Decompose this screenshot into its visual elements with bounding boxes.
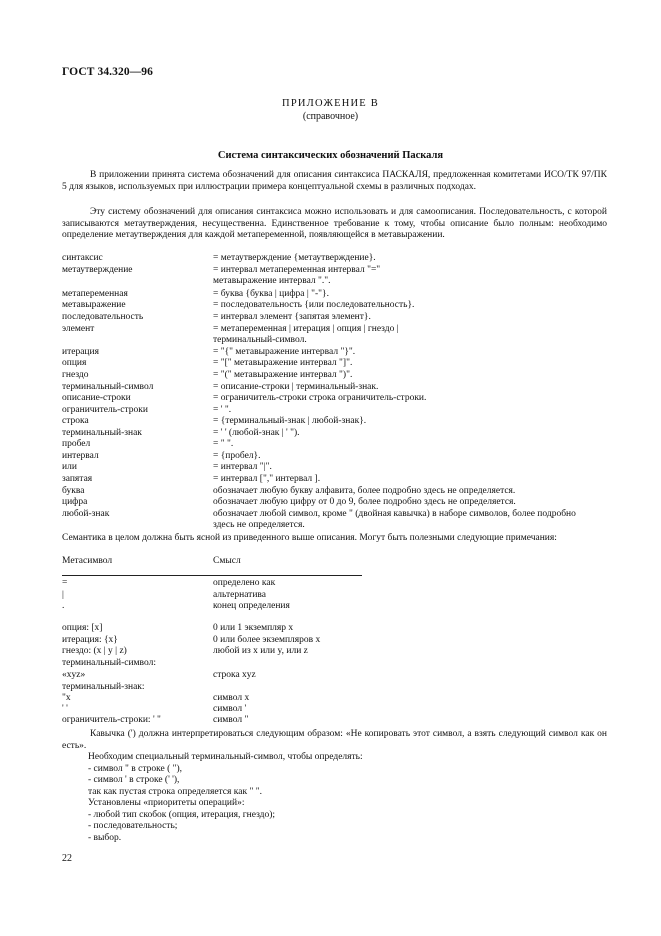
grammar-definition: = "(" метавыражение интервал ")". bbox=[213, 370, 353, 380]
meta-meaning: символ ' bbox=[213, 704, 247, 714]
meta-meaning: символ x bbox=[213, 693, 250, 703]
meta-meaning-header: Смысл bbox=[213, 556, 241, 566]
page-number: 22 bbox=[62, 853, 72, 864]
intro-paragraph: Эту систему обозначений для описания синтаксиса можно использовать и для самоописания. Последовательность, с которой записываются метаутверждения, несущественна. Единственное требование к тому, чтобы описание было полным: необходимо определение метаутверждения для каждой метапеременной, появляющейся в метавыражении. bbox=[62, 207, 607, 240]
grammar-term: последовательность bbox=[62, 312, 144, 322]
grammar-term: ограничитель-строки bbox=[62, 405, 148, 415]
grammar-definition: = буква {буква | цифра | "-"}. bbox=[213, 289, 329, 299]
grammar-term: любой-знак bbox=[62, 509, 110, 519]
grammar-definition: = ' ' (любой-знак | ' "). bbox=[213, 428, 300, 438]
grammar-term: метаутверждение bbox=[62, 265, 133, 275]
grammar-definition: = " ". bbox=[213, 439, 234, 449]
grammar-definition: = ' ". bbox=[213, 405, 232, 415]
meta-meaning: 0 или 1 экземпляр x bbox=[213, 623, 294, 633]
grammar-definition: = "{" метавыражение интервал "}". bbox=[213, 347, 356, 357]
grammar-term: буква bbox=[62, 486, 85, 496]
meta-symbol: итерация: {x} bbox=[62, 635, 118, 645]
grammar-term: метавыражение bbox=[62, 300, 126, 310]
grammar-definition: = {пробел}. bbox=[213, 451, 261, 461]
grammar-term: терминальный-знак bbox=[62, 428, 142, 438]
grammar-term: интервал bbox=[62, 451, 99, 461]
grammar-term: запятая bbox=[62, 474, 93, 484]
note-line: - символ " в строке ( "), bbox=[88, 764, 183, 774]
grammar-term: синтаксис bbox=[62, 253, 103, 263]
grammar-term: пробел bbox=[62, 439, 91, 449]
meta-symbol: = bbox=[62, 578, 68, 588]
grammar-term: итерация bbox=[62, 347, 99, 357]
meta-meaning: 0 или более экземпляров x bbox=[213, 635, 321, 645]
grammar-term: или bbox=[62, 462, 77, 472]
note-line: так как пустая строка определяется как " ". bbox=[88, 787, 262, 797]
meta-meaning: строка xyz bbox=[213, 670, 256, 680]
grammar-definition: = интервал ["," интервал ]. bbox=[213, 474, 321, 484]
grammar-definition: обозначает любую букву алфавита, более подробно здесь не определяется. bbox=[213, 486, 516, 496]
note-line: - любой тип скобок (опция, итерация, гнездо); bbox=[88, 810, 276, 820]
grammar-definition: = интервал метапеременная интервал "=" метавыражение интервал ".". bbox=[213, 265, 381, 286]
grammar-term: строка bbox=[62, 416, 89, 426]
grammar-term: гнездо bbox=[62, 370, 89, 380]
grammar-definition: = описание-строки | терминальный-знак. bbox=[213, 382, 379, 392]
grammar-definition: = "[" метавыражение интервал "]". bbox=[213, 358, 353, 368]
grammar-definition: = интервал "|". bbox=[213, 462, 272, 472]
meta-symbol: терминальный-знак: bbox=[62, 682, 145, 692]
grammar-definition: = метапеременная | итерация | опция | гнездо | терминальный-символ. bbox=[213, 324, 399, 345]
meta-symbol: опция: [x] bbox=[62, 623, 103, 633]
grammar-term: описание-строки bbox=[62, 393, 131, 403]
grammar-term: цифра bbox=[62, 497, 88, 507]
note-line: - символ ' в строке (' '), bbox=[88, 775, 180, 785]
meta-meaning: альтернатива bbox=[213, 590, 266, 600]
note-line: - последовательность; bbox=[88, 821, 178, 831]
table-divider bbox=[62, 575, 362, 576]
grammar-definition: = {терминальный-знак | любой-знак}. bbox=[213, 416, 367, 426]
document-code-header: ГОСТ 34.320—96 bbox=[62, 66, 153, 78]
intro-paragraph: В приложении принята система обозначений для описания синтаксиса ПАСКАЛЯ, предложенная комитетами ИСО/ТК 97/ПК 5 для языков, используемых при иллюстрации примера концептуальной схемы в различных подходах. bbox=[62, 170, 607, 192]
meta-symbol: ' ' bbox=[62, 704, 68, 714]
appendix-title: ПРИЛОЖЕНИЕ В bbox=[282, 98, 379, 109]
meta-meaning: определено как bbox=[213, 578, 276, 588]
grammar-term: терминальный-символ bbox=[62, 382, 154, 392]
note-line: Установлены «приоритеты операций»: bbox=[88, 798, 245, 808]
meta-symbol: ограничитель-строки: ' " bbox=[62, 715, 161, 725]
grammar-definition: обозначает любой символ, кроме " (двойная кавычка) в наборе символов, более подробно здесь не определяется. bbox=[213, 509, 576, 530]
meta-symbol: . bbox=[62, 601, 65, 611]
grammar-definition: = интервал элемент {запятая элемент}. bbox=[213, 312, 371, 322]
grammar-definition: = ограничитель-строки строка ограничитель-строки. bbox=[213, 393, 427, 403]
meta-symbol: | bbox=[62, 590, 64, 600]
grammar-definition: обозначает любую цифру от 0 до 9, более подробно здесь не определяется. bbox=[213, 497, 516, 507]
grammar-term: опция bbox=[62, 358, 87, 368]
appendix-subtitle: (справочное) bbox=[302, 111, 359, 122]
meta-symbol: терминальный-символ: bbox=[62, 658, 156, 668]
grammar-definition: = метаутверждение {метаутверждение}. bbox=[213, 253, 376, 263]
meta-symbol: "x bbox=[62, 693, 71, 703]
quote-paragraph: Кавычка (') должна интерпретироваться следующим образом: «Не копировать этот символ, а взять следующий символ как он есть». bbox=[62, 729, 607, 751]
meta-meaning: любой из x или y, или z bbox=[213, 646, 308, 656]
meta-meaning: символ " bbox=[213, 715, 249, 725]
note-line: Необходим специальный терминальный-символ, чтобы определять: bbox=[88, 752, 363, 762]
semantics-paragraph: Семантика в целом должна быть ясной из приведенного выше описания. Могут быть полезными следующие примечания: bbox=[62, 533, 557, 543]
grammar-term: метапеременная bbox=[62, 289, 128, 299]
meta-symbol-header: Метасимвол bbox=[62, 556, 113, 566]
meta-symbol: гнездо: (x | y | z) bbox=[62, 646, 127, 656]
note-line: - выбор. bbox=[88, 833, 122, 843]
meta-symbol: «xyz» bbox=[62, 670, 86, 680]
section-title: Система синтаксических обозначений Паскаля bbox=[217, 150, 444, 161]
grammar-term: элемент bbox=[62, 324, 95, 334]
meta-meaning: конец определения bbox=[213, 601, 290, 611]
grammar-definition: = последовательность {или последовательность}. bbox=[213, 300, 415, 310]
